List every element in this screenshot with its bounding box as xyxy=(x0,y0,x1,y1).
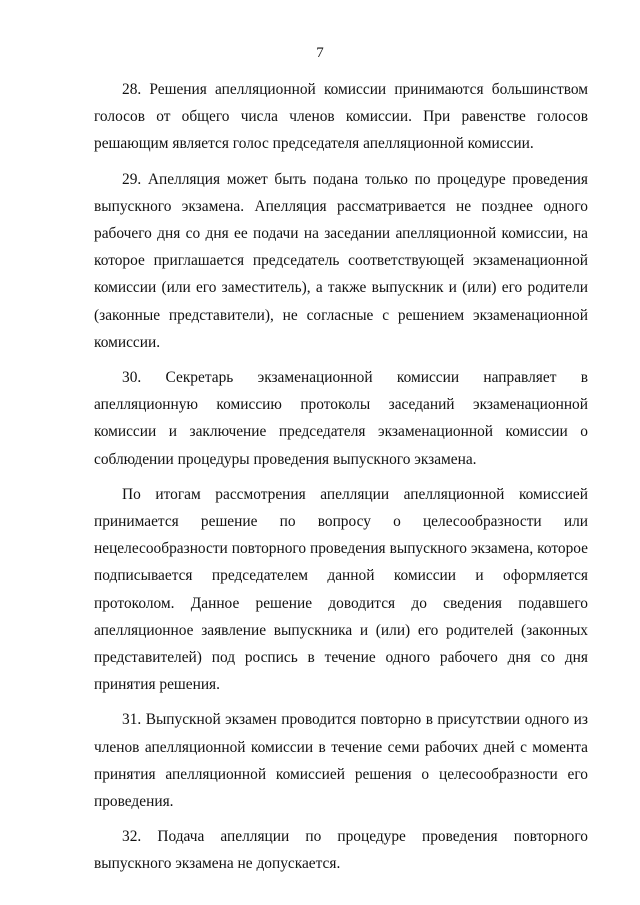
paragraph-appeal-decision: По итогам рассмотрения апелляции апелляционной комиссией принимается решение по вопросу о целесообразности или нецелесообразности повторного проведения выпускного экзамена, которое подписывается председателем данной комиссии и оформляется протоколом. Данное решение доводится до сведения подавшего апелляционное заявление выпускника и (или) его родителей (законных представителей) под роспись в течение одного рабочего дня со дня принятия решения. xyxy=(94,485,588,694)
paragraph-32: 32. Подача апелляции по процедуре проведения повторного выпускного экзамена не допускается. xyxy=(94,828,588,873)
paragraph-29: 29. Апелляция может быть подана только по процедуре проведения выпускного экзамена. Апелляция рассматривается не позднее одного рабочего дня со дня ее подачи на заседании апелляционной комиссии, на которое приглашается председатель соответствующей экзаменационной комиссии (или его заместитель), а также выпускник и (или) его родители (законные представители), не согласные с решением экзаменационной комиссии. xyxy=(94,170,588,351)
paragraph-30: 30. Секретарь экзаменационной комиссии направляет в апелляционную комиссию протоколы заседаний экзаменационной комиссии и заключение председателя экзаменационной комиссии о соблюдении процедуры проведения выпускного экзамена. xyxy=(94,369,588,468)
document-body xyxy=(94,76,588,878)
page-number: 7 xyxy=(316,45,324,61)
paragraph-28: 28. Решения апелляционной комиссии принимаются большинством голосов от общего числа членов комиссии. При равенстве голосов решающим является голос председателя апелляционной комиссии. xyxy=(94,81,588,153)
paragraph-31: 31. Выпускной экзамен проводится повторно в присутствии одного из членов апелляционной комиссии в течение семи рабочих дней с момента принятия апелляционной комиссией решения о целесообразности его проведения. xyxy=(94,711,588,811)
